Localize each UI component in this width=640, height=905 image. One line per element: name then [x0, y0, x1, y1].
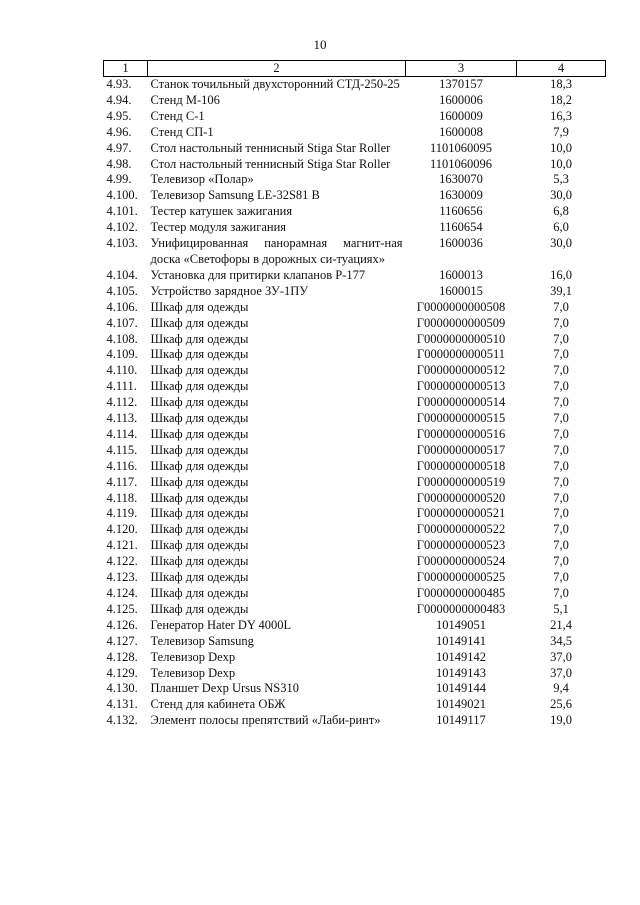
- table-row: [104, 109, 606, 125]
- row-number: 4.94.: [106, 92, 132, 107]
- inventory-code: Г0000000000516: [416, 426, 506, 441]
- inventory-code: 10149143: [436, 665, 486, 680]
- item-name: Шкаф для одежды: [150, 474, 249, 489]
- item-value: 7,0: [553, 554, 569, 569]
- table-row: [104, 697, 606, 713]
- table-row: [104, 522, 606, 538]
- inventory-code: Г0000000000525: [416, 570, 506, 585]
- table-row: [104, 554, 606, 570]
- item-name: Унифицированная панорамная магнит-ная доска «Светофоры в дорожных си-туациях»: [150, 236, 403, 266]
- item-name: Телевизор Dexp: [150, 649, 236, 664]
- item-value: 7,0: [553, 570, 569, 585]
- inventory-code: Г0000000000515: [416, 411, 506, 426]
- page-number: 10: [313, 37, 327, 52]
- table-row: [104, 618, 606, 634]
- item-name: Шкаф для одежды: [150, 331, 249, 346]
- item-name: Шкаф для одежды: [150, 347, 249, 362]
- item-name: Шкаф для одежды: [150, 363, 249, 378]
- item-value: 18,2: [550, 92, 572, 107]
- item-name: Стенд М-106: [150, 92, 220, 107]
- row-number: 4.120.: [106, 522, 138, 537]
- table-row: [104, 220, 606, 236]
- table-row: [104, 634, 606, 650]
- item-name: Устройство зарядное ЗУ-1ПУ: [150, 283, 309, 298]
- table-row: [104, 77, 606, 93]
- item-value: 7,0: [553, 395, 569, 410]
- inventory-code: 1600006: [439, 92, 483, 107]
- row-number: 4.128.: [106, 649, 138, 664]
- table-row: [104, 268, 606, 284]
- item-value: 7,0: [553, 379, 569, 394]
- row-number: 4.113.: [106, 411, 138, 426]
- table-row: [104, 157, 606, 173]
- item-name: Шкаф для одежды: [150, 426, 249, 441]
- row-number: 4.106.: [106, 299, 138, 314]
- item-value: 34,5: [550, 633, 572, 648]
- table-row: [104, 284, 606, 300]
- table-row: [104, 713, 606, 729]
- table-row: [104, 650, 606, 666]
- table-body: [104, 77, 606, 730]
- item-name: Стенд для кабинета ОБЖ: [150, 697, 286, 712]
- inventory-code: 1600013: [439, 267, 483, 282]
- item-name: Шкаф для одежды: [150, 442, 249, 457]
- item-name: Стол настольный теннисный Stiga Star Roller: [150, 156, 391, 171]
- row-number: 4.121.: [106, 538, 138, 553]
- item-name: Шкаф для одежды: [150, 411, 249, 426]
- item-value: 37,0: [550, 649, 572, 664]
- item-name: Шкаф для одежды: [150, 586, 249, 600]
- inventory-code: Г0000000000511: [416, 347, 505, 362]
- item-value: 7,0: [553, 490, 569, 505]
- column-header-3: 3: [406, 61, 517, 77]
- table-row: [104, 411, 606, 427]
- item-value: 19,0: [550, 713, 572, 728]
- table-row: [104, 681, 606, 697]
- inventory-code: 1600009: [439, 108, 483, 123]
- column-header-4: 4: [517, 61, 606, 77]
- table-row: [104, 379, 606, 395]
- table-row: [104, 570, 606, 586]
- inventory-code: Г0000000000517: [416, 442, 506, 457]
- item-name: Планшет Dexp Ursus NS310: [150, 681, 299, 696]
- item-value: 25,6: [550, 697, 572, 712]
- item-name: Шкаф для одежды: [150, 395, 249, 410]
- item-value: 7,0: [553, 442, 569, 457]
- item-name: Стол настольный теннисный Stiga Star Roller: [150, 140, 391, 155]
- item-value: 7,9: [553, 124, 569, 139]
- table-row: [104, 586, 606, 602]
- item-value: 6,0: [553, 220, 569, 235]
- item-name: Шкаф для одежды: [150, 570, 249, 585]
- item-name: Телевизор Samsung LE-32S81 B: [150, 188, 320, 203]
- item-value: 5,1: [553, 601, 569, 616]
- item-value: 7,0: [553, 299, 569, 314]
- item-name: Шкаф для одежды: [150, 315, 249, 330]
- item-name: Шкаф для одежды: [150, 522, 249, 537]
- inventory-code: 10149141: [436, 633, 486, 648]
- inventory-code: Г0000000000510: [416, 331, 506, 346]
- row-number: 4.123.: [106, 570, 138, 585]
- inventory-code: Г0000000000524: [416, 554, 506, 569]
- inventory-code: 10149142: [436, 649, 486, 664]
- item-value: 10,0: [550, 156, 572, 171]
- item-name: Станок точильный двухсторонний СТД-250-25: [150, 77, 400, 91]
- row-number: 4.97.: [106, 140, 132, 155]
- table-row: [104, 236, 606, 268]
- item-name: Телевизор Dexp: [150, 665, 236, 680]
- row-number: 4.118.: [106, 490, 138, 505]
- row-number: 4.101.: [106, 204, 138, 219]
- item-value: 7,0: [553, 522, 569, 537]
- row-number: 4.96.: [106, 124, 132, 139]
- column-header-1: 1: [104, 61, 148, 77]
- item-name: Телевизор «Полар»: [150, 172, 254, 187]
- inventory-code: 1370157: [439, 77, 483, 91]
- inventory-code: Г0000000000513: [416, 379, 506, 394]
- item-value: 16,3: [550, 108, 572, 123]
- item-value: 7,0: [553, 458, 569, 473]
- item-value: 7,0: [553, 363, 569, 378]
- item-value: 7,0: [553, 538, 569, 553]
- inventory-code: 10149117: [436, 713, 486, 728]
- table-row: [104, 125, 606, 141]
- table-row: [104, 93, 606, 109]
- item-name: Тестер модуля зажигания: [150, 220, 287, 235]
- table-row: [104, 666, 606, 682]
- item-name: Шкаф для одежды: [150, 379, 249, 394]
- inventory-code: Г0000000000514: [416, 395, 506, 410]
- column-header-2: 2: [148, 61, 406, 77]
- row-number: 4.107.: [106, 315, 138, 330]
- inventory-code: Г0000000000521: [416, 506, 506, 521]
- row-number: 4.109.: [106, 347, 138, 362]
- item-name: Установка для притирки клапанов Р-177: [150, 267, 366, 282]
- item-value: 7,0: [553, 411, 569, 426]
- item-value: 7,0: [553, 315, 569, 330]
- table-row: [104, 395, 606, 411]
- item-value: 39,1: [550, 283, 572, 298]
- row-number: 4.130.: [106, 681, 138, 696]
- row-number: 4.126.: [106, 617, 138, 632]
- row-number: 4.122.: [106, 554, 138, 569]
- inventory-code: 1630070: [439, 172, 483, 187]
- item-value: 9,4: [553, 681, 569, 696]
- inventory-code: 1600036: [439, 236, 483, 251]
- item-name: Шкаф для одежды: [150, 299, 249, 314]
- item-value: 16,0: [550, 267, 572, 282]
- table-row: [104, 347, 606, 363]
- inventory-code: Г0000000000522: [416, 522, 506, 537]
- inventory-code: 1160654: [439, 220, 483, 235]
- item-value: 18,3: [550, 77, 572, 91]
- row-number: 4.110.: [106, 363, 138, 378]
- item-value: 30,0: [550, 188, 572, 203]
- row-number: 4.115.: [106, 442, 138, 457]
- row-number: 4.93.: [106, 77, 132, 91]
- row-number: 4.105.: [106, 283, 138, 298]
- row-number: 4.104.: [106, 267, 138, 282]
- table-row: [104, 506, 606, 522]
- item-name: Генератор Hater DY 4000L: [150, 617, 292, 632]
- table-row: [104, 475, 606, 491]
- item-name: Стенд С-1: [150, 108, 205, 123]
- inventory-code: 10149051: [436, 617, 486, 632]
- inventory-code: 1600015: [439, 283, 483, 298]
- row-number: 4.132.: [106, 713, 138, 728]
- row-number: 4.95.: [106, 108, 132, 123]
- item-value: 37,0: [550, 665, 572, 680]
- item-name: Элемент полосы препятствий «Лаби-ринт»: [150, 713, 381, 728]
- inventory-code: Г0000000000483: [416, 601, 506, 616]
- item-value: 21,4: [550, 617, 572, 632]
- table-row: [104, 443, 606, 459]
- item-value: 7,0: [553, 426, 569, 441]
- item-name: Шкаф для одежды: [150, 490, 249, 505]
- inventory-table: [103, 60, 606, 729]
- row-number: 4.111.: [106, 379, 137, 394]
- table-header-row: [104, 61, 606, 77]
- item-name: Шкаф для одежды: [150, 554, 249, 569]
- row-number: 4.124.: [106, 586, 138, 600]
- row-number: 4.98.: [106, 156, 132, 171]
- table-row: [104, 459, 606, 475]
- inventory-code: 10149144: [436, 681, 486, 696]
- table-row: [104, 427, 606, 443]
- table-row: [104, 316, 606, 332]
- inventory-code: Г0000000000519: [416, 474, 506, 489]
- table-row: [104, 332, 606, 348]
- row-number: 4.127.: [106, 633, 138, 648]
- inventory-code: Г0000000000509: [416, 315, 506, 330]
- item-value: 6,8: [553, 204, 569, 219]
- row-number: 4.129.: [106, 665, 138, 680]
- item-value: 7,0: [553, 474, 569, 489]
- inventory-code: 10149021: [436, 697, 486, 712]
- table-row: [104, 188, 606, 204]
- item-value: 7,0: [553, 347, 569, 362]
- inventory-code: 1101060095: [429, 140, 493, 155]
- item-value: 10,0: [550, 140, 572, 155]
- row-number: 4.119.: [106, 506, 138, 521]
- row-number: 4.99.: [106, 172, 132, 187]
- table-row: [104, 538, 606, 554]
- item-name: Тестер катушек зажигания: [150, 204, 293, 219]
- table-row: [104, 300, 606, 316]
- table-row: [104, 172, 606, 188]
- item-value: 30,0: [550, 236, 572, 251]
- inventory-code: 1630009: [439, 188, 483, 203]
- inventory-code: Г0000000000508: [416, 299, 506, 314]
- row-number: 4.131.: [106, 697, 138, 712]
- table-row: [104, 363, 606, 379]
- row-number: 4.108.: [106, 331, 138, 346]
- inventory-code: Г0000000000485: [416, 586, 506, 600]
- row-number: 4.103.: [106, 236, 138, 251]
- item-name: Телевизор Samsung: [150, 633, 254, 648]
- row-number: 4.100.: [106, 188, 138, 203]
- inventory-code: Г0000000000523: [416, 538, 506, 553]
- table-row: [104, 204, 606, 220]
- inventory-code: Г0000000000520: [416, 490, 506, 505]
- item-name: Шкаф для одежды: [150, 601, 249, 616]
- item-name: Шкаф для одежды: [150, 506, 249, 521]
- table-row: [104, 602, 606, 618]
- table-row: [104, 491, 606, 507]
- item-value: 7,0: [553, 586, 569, 600]
- inventory-code: 1101060096: [429, 156, 493, 171]
- table-row: [104, 141, 606, 157]
- inventory-code: 1600008: [439, 124, 483, 139]
- row-number: 4.116.: [106, 458, 138, 473]
- item-value: 7,0: [553, 506, 569, 521]
- row-number: 4.102.: [106, 220, 138, 235]
- row-number: 4.114.: [106, 426, 138, 441]
- inventory-code: Г0000000000518: [416, 458, 506, 473]
- inventory-code: Г0000000000512: [416, 363, 506, 378]
- row-number: 4.117.: [106, 474, 138, 489]
- inventory-code: 1160656: [439, 204, 483, 219]
- item-name: Стенд СП-1: [150, 124, 214, 139]
- row-number: 4.125.: [106, 601, 138, 616]
- item-value: 7,0: [553, 331, 569, 346]
- item-name: Шкаф для одежды: [150, 538, 249, 553]
- item-value: 5,3: [553, 172, 569, 187]
- row-number: 4.112.: [106, 395, 138, 410]
- item-name: Шкаф для одежды: [150, 458, 249, 473]
